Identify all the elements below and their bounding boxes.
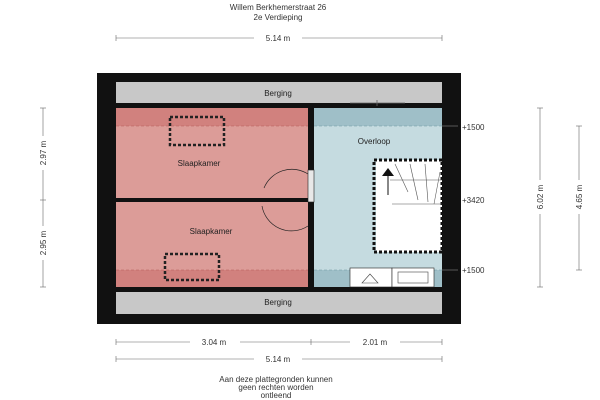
left-upper-dimension: 2.97 m — [39, 140, 48, 166]
berging-top-label: Berging — [264, 89, 292, 98]
disclaimer-line-2: geen rechten worden — [238, 383, 314, 392]
bathroom-fixtures — [350, 268, 434, 287]
berging-bottom-label: Berging — [264, 298, 292, 307]
bottom-left-dimension: 3.04 m — [201, 338, 227, 347]
slaapkamer-bottom-label: Slaapkamer — [189, 227, 233, 236]
address-title: Willem Berkhemerstraat 26 — [229, 3, 327, 12]
slaapkamer-top-label: Slaapkamer — [177, 159, 221, 168]
height-top: +1500 — [462, 123, 485, 132]
right-inner-label: 6.02 m — [536, 184, 545, 210]
disclaimer-line-3: ontleend — [260, 391, 292, 400]
overloop-label: Overloop — [357, 137, 391, 146]
disclaimer-line-1: Aan deze plattegronden kunnen — [219, 375, 333, 384]
height-middle: +3420 — [462, 196, 485, 205]
staircase — [374, 160, 442, 252]
right-outer-label: 4.65 m — [575, 184, 584, 210]
top-total-dimension: 5.14 m — [265, 34, 291, 43]
floor-title: 2e Verdieping — [253, 13, 303, 22]
left-lower-dimension: 2.95 m — [39, 230, 48, 256]
bottom-total-dimension: 5.14 m — [265, 355, 291, 364]
height-bottom: +1500 — [462, 266, 485, 275]
left-dimension — [40, 108, 46, 287]
bottom-right-dimension: 2.01 m — [362, 338, 388, 347]
